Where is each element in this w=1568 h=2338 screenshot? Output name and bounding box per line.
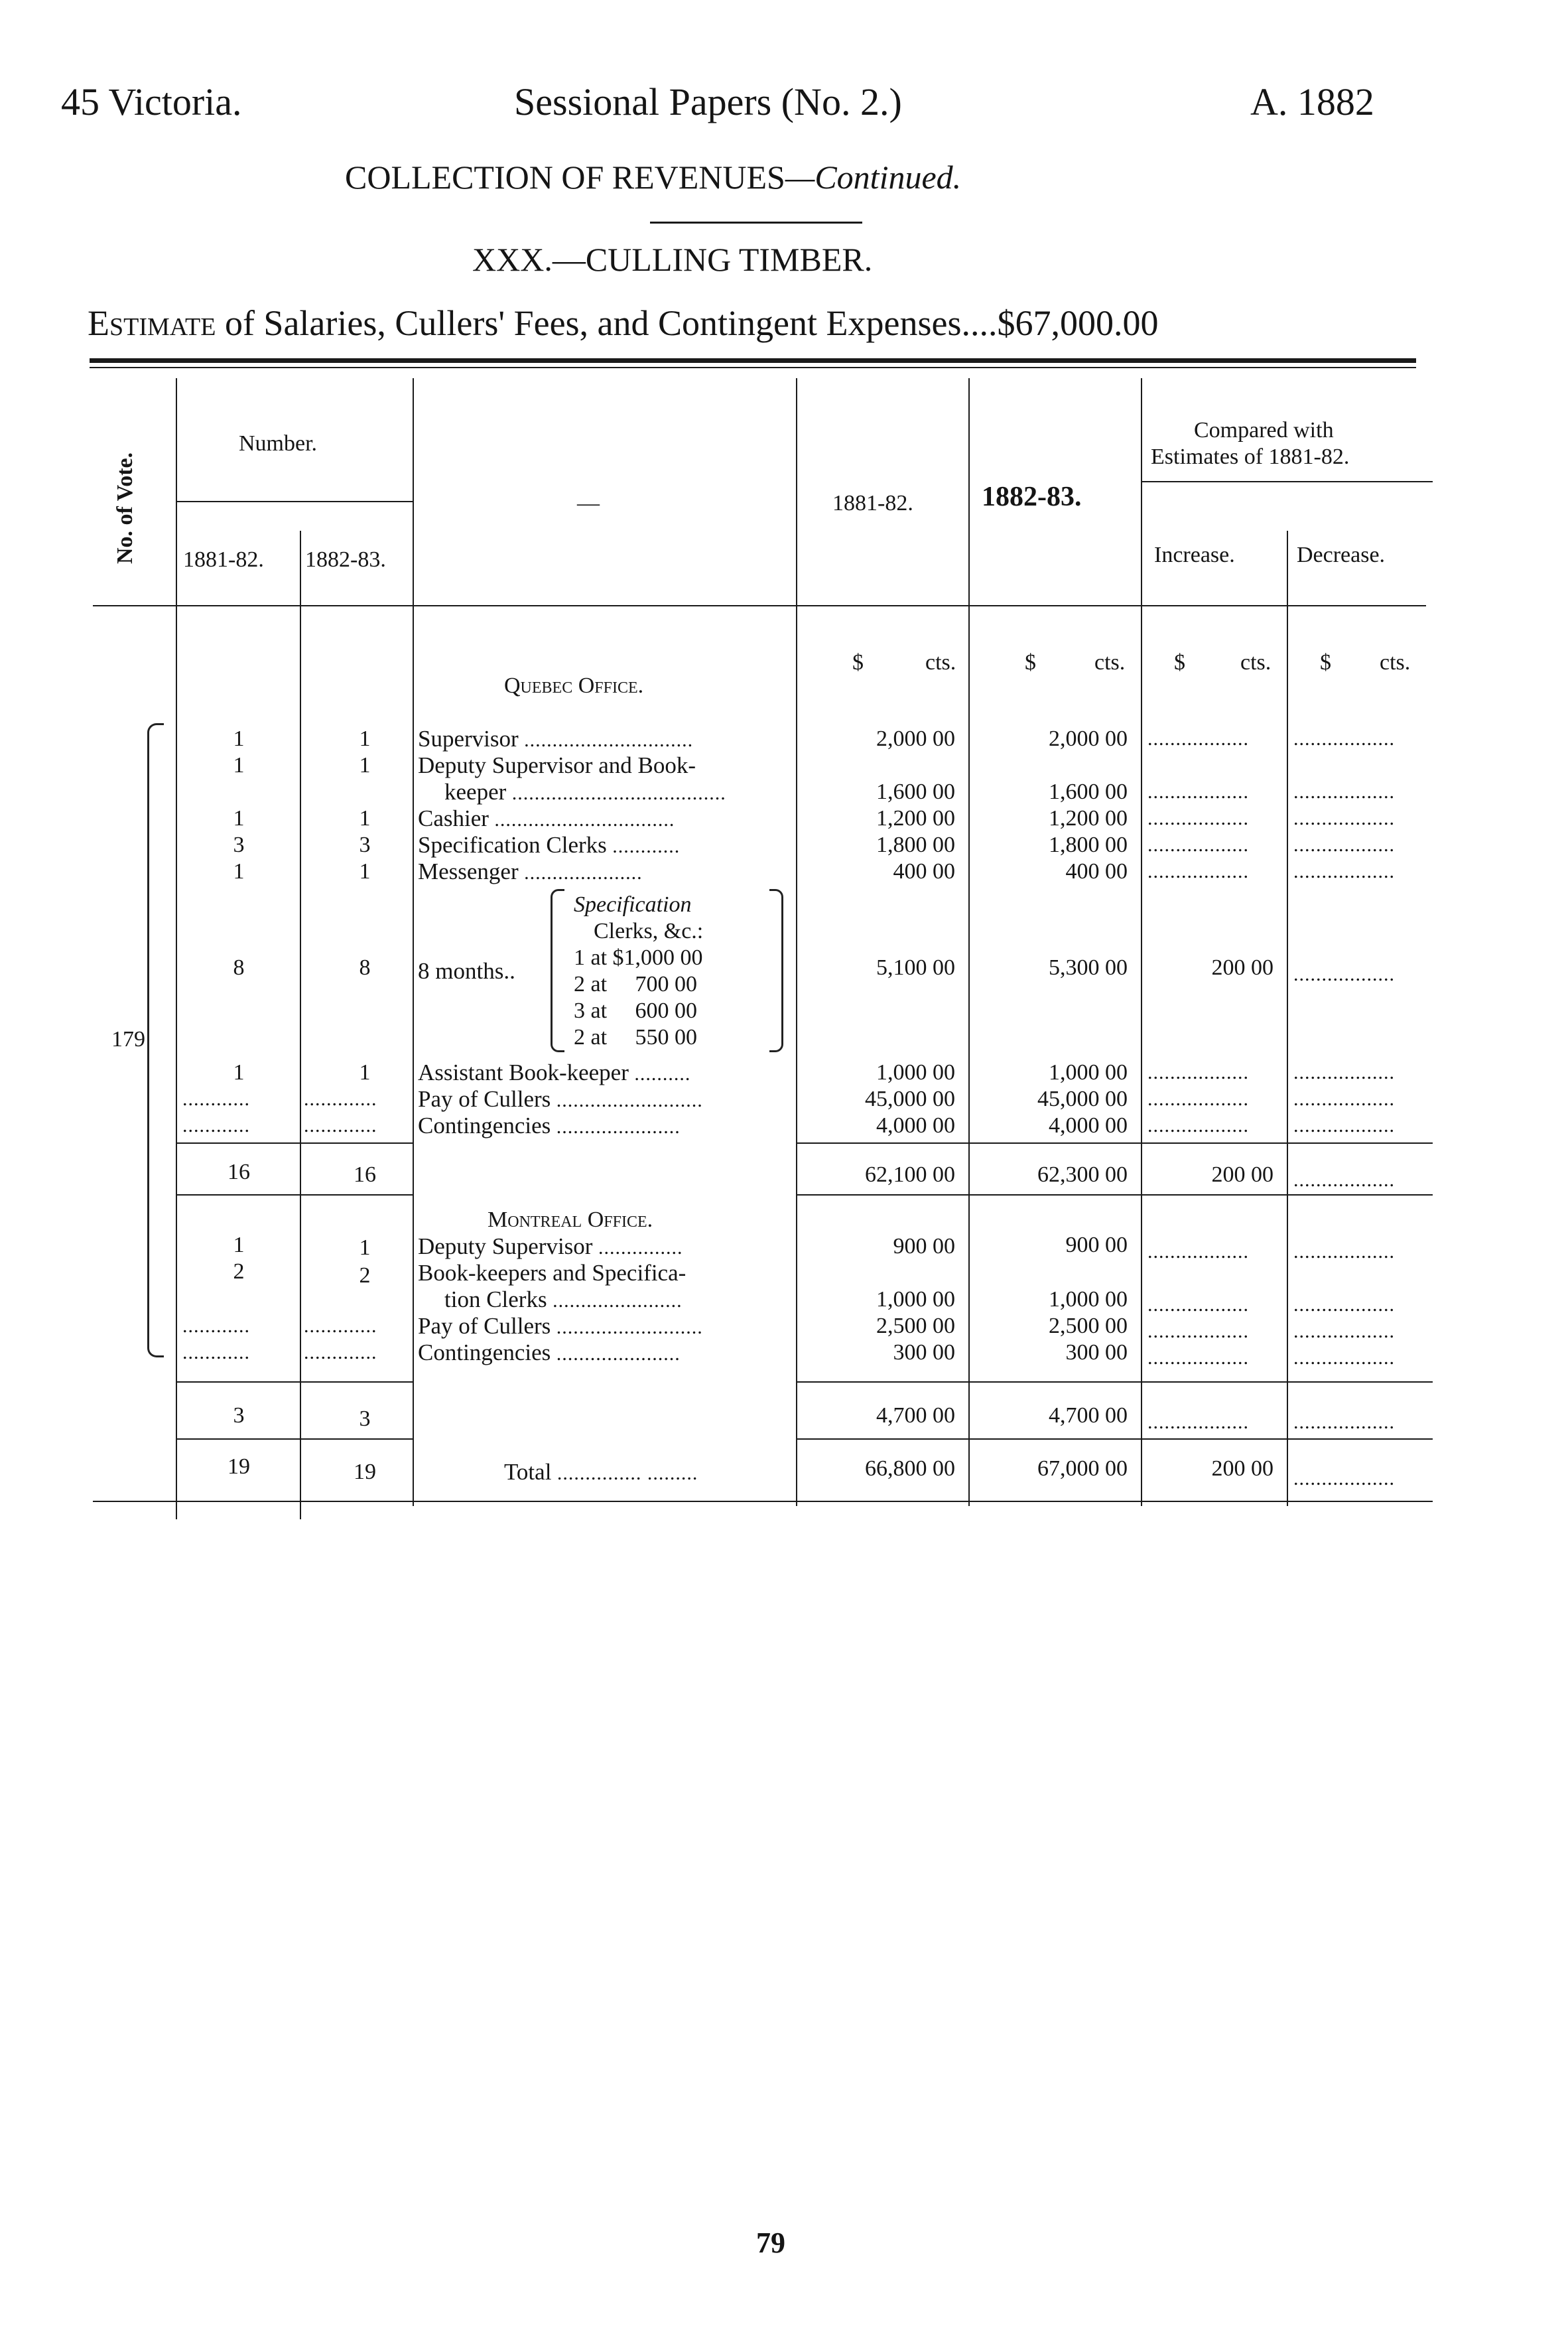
q-row1-inc: .................. [1147, 728, 1249, 750]
q-row7-n2: ............. [304, 1088, 377, 1110]
q-row4-v81: 1,800 00 [876, 833, 955, 857]
m-row1-n1: 1 [233, 1233, 245, 1257]
m-row2-desc2 [444, 1287, 683, 1314]
unit-cts-1881: cts. [925, 650, 956, 675]
q-row7-v81: 45,000 00 [865, 1087, 955, 1111]
months-line3: 1 at $1,000 00 [574, 945, 703, 970]
estimate-line [88, 303, 1158, 344]
section-title-suffix: —Continued. [785, 159, 962, 196]
m-row2-dec: .................. [1293, 1294, 1395, 1316]
q-row2-n2: 1 [359, 753, 371, 778]
q-row4-dec: .................. [1293, 834, 1395, 856]
q-row7-inc: .................. [1147, 1088, 1249, 1110]
q-row5-inc: .................. [1147, 860, 1249, 882]
total-n2: 19 [354, 1460, 376, 1484]
m-row3-label: Pay of Cullers [418, 1313, 551, 1339]
q-subtotal-n1: 16 [228, 1160, 250, 1184]
q-subtotal-inc: 200 00 [1211, 1162, 1274, 1187]
q-months-n2: 8 [359, 955, 371, 980]
q-months-v81: 5,100 00 [876, 955, 955, 980]
leader-dots: ..................... [518, 862, 643, 884]
total-desc [504, 1460, 698, 1486]
q-row4-desc [418, 833, 680, 859]
m-row2-n2: 2 [359, 1263, 371, 1288]
table-bottom-rule [93, 1501, 1433, 1502]
q-row3-inc: .................. [1147, 807, 1249, 829]
m-subtotal-v82: 4,700 00 [1049, 1403, 1128, 1428]
total-v82: 67,000 00 [1037, 1456, 1128, 1481]
q-row4-n2: 3 [359, 833, 371, 857]
leader-dots: ............... ......... [551, 1462, 698, 1484]
m-row2-desc: Book-keepers and Specifica- [418, 1260, 686, 1286]
m-row3-v82: 2,500 00 [1049, 1314, 1128, 1338]
months-line4: 2 at 700 00 [574, 972, 698, 997]
m-subtotal-n2: 3 [359, 1407, 371, 1431]
q-months-desc: 8 months.. [418, 958, 515, 984]
number-col2-header: 1882-83. [305, 547, 386, 572]
rule-v-vote [176, 378, 177, 1519]
m-row4-inc: .................. [1147, 1347, 1249, 1369]
months-right-brace [769, 889, 783, 1052]
col-1882-header: 1882-83. [982, 482, 1082, 512]
rule-h-compared [1141, 481, 1433, 482]
unit-cts-dec: cts. [1380, 650, 1411, 675]
q-row2-v81: 1,600 00 [876, 780, 955, 804]
q-row8-v82: 4,000 00 [1049, 1113, 1128, 1138]
q-row2-dec: .................. [1293, 781, 1395, 803]
q-months-inc: 200 00 [1211, 955, 1274, 980]
unit-dollar-dec: $ [1320, 650, 1331, 675]
q-row7-desc [418, 1087, 703, 1113]
q-months-dec: .................. [1293, 963, 1395, 985]
q-subtotal-n2: 16 [354, 1162, 376, 1187]
m-row3-desc [418, 1314, 703, 1340]
q-row3-n1: 1 [233, 806, 245, 831]
m-row3-v81: 2,500 00 [876, 1314, 955, 1338]
q-row3-desc [418, 806, 675, 833]
rule-v-1881 [796, 378, 797, 1506]
q-row5-v82: 400 00 [1065, 859, 1128, 884]
q-row6-n2: 1 [359, 1060, 371, 1085]
rule-v-inc [1141, 378, 1142, 1506]
q-row3-n2: 1 [359, 806, 371, 831]
m-row1-n2: 1 [359, 1235, 371, 1260]
m-subtotal-inc: .................. [1147, 1411, 1249, 1433]
q-row5-desc [418, 859, 643, 886]
m-row3-n2: ............. [304, 1315, 377, 1337]
number-header: Number. [239, 431, 318, 456]
q-row7-label: Pay of Cullers [418, 1086, 551, 1112]
m-subtotal-v81: 4,700 00 [876, 1403, 955, 1428]
q-row5-dec: .................. [1293, 860, 1395, 882]
q-row6-inc: .................. [1147, 1062, 1249, 1083]
q-row6-desc [418, 1060, 690, 1087]
m-row4-v82: 300 00 [1065, 1340, 1128, 1365]
unit-dollar-1881: $ [852, 650, 864, 675]
m-row1-desc [418, 1234, 683, 1261]
m-row4-v81: 300 00 [893, 1340, 955, 1365]
q-row8-desc [418, 1113, 681, 1140]
q-row1-v81: 2,000 00 [876, 726, 955, 751]
rule-v-desc [413, 378, 414, 1506]
m-subtotal-bottom-num [176, 1438, 413, 1440]
col-1881-header: 1881-82. [832, 491, 913, 516]
q-row2-desc2 [444, 780, 726, 806]
q-row5-label: Messenger [418, 859, 519, 884]
leader-dots: ............... [592, 1237, 683, 1259]
estimate-text: of Salaries, Cullers' Fees, and Contingent Expenses....$67,000.00 [216, 303, 1159, 343]
m-row4-n2: ............. [304, 1341, 377, 1363]
m-row1-v82: 900 00 [1065, 1233, 1128, 1257]
section-title-main: COLLECTION OF REVENUES [345, 159, 785, 196]
rule-v-1882 [968, 378, 970, 1506]
q-row4-label: Specification Clerks [418, 832, 607, 858]
leader-dots: ...................... [551, 1116, 681, 1138]
q-row1-label: Supervisor [418, 726, 519, 752]
q-row6-label: Assistant Book-keeper [418, 1060, 629, 1085]
page-number: 79 [756, 2227, 785, 2259]
m-row1-v81: 900 00 [893, 1234, 955, 1259]
montreal-heading: Montreal Office. [488, 1207, 653, 1232]
q-row6-dec: .................. [1293, 1062, 1395, 1083]
leader-dots: ............ [606, 835, 681, 857]
m-row1-dec: .................. [1293, 1241, 1395, 1263]
subsection-title: XXX.—CULLING TIMBER. [472, 241, 873, 278]
increase-header: Increase. [1154, 543, 1235, 567]
vote-number: 179 [111, 1027, 145, 1052]
decrease-header: Decrease. [1297, 543, 1386, 567]
header-center: Sessional Papers (No. 2.) [514, 80, 902, 123]
rule-v-num [300, 531, 301, 1519]
m-row2-v81: 1,000 00 [876, 1287, 955, 1312]
number-col1-header: 1881-82. [183, 547, 264, 572]
q-row1-desc [418, 726, 693, 753]
m-row4-label: Contingencies [418, 1340, 551, 1365]
leader-dots: .......................... [551, 1316, 703, 1338]
q-subtotal-rule-num [176, 1142, 413, 1144]
m-row4-n1: ............ [182, 1341, 250, 1363]
q-row8-dec: .................. [1293, 1115, 1395, 1136]
q-row2-v82: 1,600 00 [1049, 780, 1128, 804]
m-subtotal-bottom-val [796, 1438, 1433, 1440]
q-subtotal-rule-val [796, 1142, 1433, 1144]
q-row3-dec: .................. [1293, 807, 1395, 829]
q-row5-n1: 1 [233, 859, 245, 884]
m-row2-label2: tion Clerks [444, 1286, 547, 1312]
q-months-v82: 5,300 00 [1049, 955, 1128, 980]
m-subtotal-rule-val [796, 1381, 1433, 1383]
q-row2-n1: 1 [233, 753, 245, 778]
leader-dots: ...................................... [506, 782, 726, 804]
m-row4-desc [418, 1340, 681, 1367]
months-left-brace [551, 889, 564, 1052]
unit-dollar-inc: $ [1174, 650, 1185, 675]
months-line1: Specification [574, 892, 692, 917]
m-row1-inc: .................. [1147, 1241, 1249, 1263]
unit-dollar-1882: $ [1025, 650, 1036, 675]
q-row7-v82: 45,000 00 [1037, 1087, 1128, 1111]
compared-header: Compared with [1194, 418, 1334, 443]
months-line2: Clerks, &c.: [594, 919, 704, 943]
q-months-n1: 8 [233, 955, 245, 980]
header-right: A. 1882 [1250, 80, 1374, 123]
leader-dots: .......... [628, 1063, 691, 1085]
m-row2-n1: 2 [233, 1259, 245, 1284]
m-row4-dec: .................. [1293, 1347, 1395, 1369]
table-top-rule-thin [90, 367, 1416, 368]
total-label: Total [504, 1459, 552, 1485]
leader-dots: .......................... [551, 1089, 703, 1111]
total-inc: 200 00 [1211, 1456, 1274, 1481]
q-row4-n1: 3 [233, 833, 245, 857]
vote-header: No. of Vote. [113, 452, 137, 564]
leader-dots: ...................... [551, 1343, 681, 1365]
q-row4-v82: 1,800 00 [1049, 833, 1128, 857]
leader-dots: ................................ [488, 809, 675, 831]
leader-dots: ....................... [547, 1290, 683, 1312]
q-row8-label: Contingencies [418, 1113, 551, 1138]
unit-cts-1882: cts. [1094, 650, 1126, 675]
m-row3-n1: ............ [182, 1315, 250, 1337]
q-row1-dec: .................. [1293, 728, 1395, 750]
q-row1-v82: 2,000 00 [1049, 726, 1128, 751]
q-row8-inc: .................. [1147, 1115, 1249, 1136]
rule-h-header-bottom [93, 605, 1426, 606]
q-subtotal-bottom-num [176, 1194, 413, 1196]
q-row2-label2: keeper [444, 779, 507, 805]
quebec-heading: Quebec Office. [504, 673, 644, 698]
m-row3-inc: .................. [1147, 1320, 1249, 1342]
compared-header-2: Estimates of 1881-82. [1151, 445, 1350, 469]
q-row5-v81: 400 00 [893, 859, 955, 884]
m-row1-label: Deputy Supervisor [418, 1233, 593, 1259]
q-subtotal-bottom-val [796, 1194, 1433, 1196]
table-top-rule [90, 358, 1416, 363]
q-subtotal-v81: 62,100 00 [865, 1162, 955, 1187]
m-subtotal-rule-num [176, 1381, 413, 1383]
section-title [345, 158, 961, 196]
q-row8-n1: ............ [182, 1115, 250, 1136]
m-row3-dec: .................. [1293, 1320, 1395, 1342]
months-line6: 2 at 550 00 [574, 1025, 698, 1050]
rule-v-dec [1287, 531, 1288, 1506]
q-row7-n1: ............ [182, 1088, 250, 1110]
q-row1-n1: 1 [233, 726, 245, 751]
rule-h-number [176, 501, 413, 502]
q-row1-n2: 1 [359, 726, 371, 751]
q-row4-inc: .................. [1147, 834, 1249, 856]
desc-header: — [577, 491, 600, 516]
q-row8-v81: 4,000 00 [876, 1113, 955, 1138]
total-n1: 19 [228, 1454, 250, 1479]
q-row6-v81: 1,000 00 [876, 1060, 955, 1085]
m-row2-v82: 1,000 00 [1049, 1287, 1128, 1312]
q-row2-inc: .................. [1147, 781, 1249, 803]
m-subtotal-dec: .................. [1293, 1411, 1395, 1433]
m-subtotal-n1: 3 [233, 1403, 245, 1428]
total-dec: .................. [1293, 1468, 1395, 1489]
title-rule [650, 222, 862, 224]
months-line5: 3 at 600 00 [574, 998, 698, 1023]
total-v81: 66,800 00 [865, 1456, 955, 1481]
q-row6-v82: 1,000 00 [1049, 1060, 1128, 1085]
unit-cts-inc: cts. [1240, 650, 1272, 675]
leader-dots: .............................. [518, 729, 694, 751]
q-subtotal-dec: .................. [1293, 1169, 1395, 1191]
q-row5-n2: 1 [359, 859, 371, 884]
m-row2-inc: .................. [1147, 1294, 1249, 1316]
q-row6-n1: 1 [233, 1060, 245, 1085]
q-row3-v81: 1,200 00 [876, 806, 955, 831]
q-row8-n2: ............. [304, 1115, 377, 1136]
q-subtotal-v82: 62,300 00 [1037, 1162, 1128, 1187]
q-row7-dec: .................. [1293, 1088, 1395, 1110]
header-left: 45 Victoria. [61, 80, 242, 123]
estimate-prefix: Estimate [88, 303, 216, 343]
q-row2-desc: Deputy Supervisor and Book- [418, 752, 696, 778]
vote-brace [147, 723, 164, 1357]
q-row3-v82: 1,200 00 [1049, 806, 1128, 831]
q-row3-label: Cashier [418, 805, 489, 831]
